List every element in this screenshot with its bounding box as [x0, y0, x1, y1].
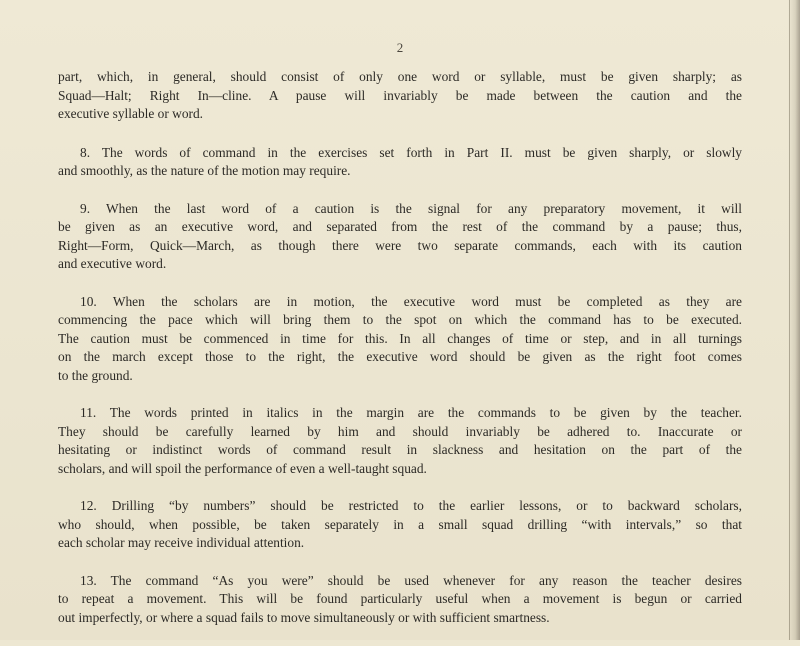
- text-line: Right—Form, Quick—March, as though there were two separate commands, each with its caution: [58, 237, 742, 253]
- text-line: executive syllable or word.: [58, 106, 204, 121]
- paragraph-8: [58, 144, 742, 181]
- text-line: Squad—Halt; Right In—cline. A pause will invariably be made between the caution and the: [58, 87, 742, 103]
- text-line: 10. When the scholars are in motion, the executive word must be completed as they are: [80, 293, 742, 309]
- text-line: out imperfectly, or where a squad fails to move simultaneously or with sufficient smartness.: [58, 609, 550, 625]
- text-line: 11. The words printed in italics in the margin are the commands to be given by the teacher.: [80, 405, 742, 420]
- text-line: commencing the pace which will bring them to the spot on which the command has to be executed.: [58, 312, 742, 327]
- text-line: be given as an executive word, and separated from the rest of the command by a pause; thus,: [58, 219, 742, 234]
- text-line: 13. The command “As you were” should be used whenever for any reason the teacher desires: [80, 572, 742, 588]
- text-line: They should be carefully learned by him and should invariably be adhered to. Inaccurate or: [58, 423, 742, 439]
- paragraph-continued: [58, 68, 742, 124]
- text-line: 8. The words of command in the exercises set forth in Part II. must be given sharply, or slowly: [80, 144, 742, 160]
- text-line: The caution must be commenced in time for this. In all changes of time or step, and in all turnings: [58, 330, 742, 346]
- paragraph-10: [58, 293, 742, 386]
- paragraph-13: [58, 572, 742, 628]
- text-line: to repeat a movement. This will be found particularly useful when a movement is begun or carried: [58, 591, 742, 606]
- text-line: 12. Drilling “by numbers” should be restricted to the earlier lessons, or to backward scholars,: [80, 498, 742, 513]
- text-line: hesitating or indistinct words of command result in slackness and hesitation on the part of the: [58, 442, 742, 457]
- text-line: scholars, and will spoil the performance of even a well-taught squad.: [58, 460, 427, 476]
- page-edge-line: [789, 0, 790, 640]
- text-line: who should, when possible, be taken separately in a small squad drilling “with intervals,” so that: [58, 516, 742, 532]
- paragraph-11: [58, 404, 742, 478]
- text-line: 9. When the last word of a caution is the signal for any preparatory movement, it will: [80, 200, 742, 216]
- text-line: and smoothly, as the nature of the motion may require.: [58, 163, 351, 178]
- text-line: each scholar may receive individual attention.: [58, 535, 305, 550]
- body-text: [58, 68, 742, 646]
- text-line: part, which, in general, should consist of only one word or syllable, must be given sharply; as: [58, 69, 742, 84]
- paragraph-12: [58, 497, 742, 553]
- page-number: 2: [396, 40, 404, 55]
- paragraph-9: [58, 200, 742, 274]
- text-line: and executive word.: [58, 256, 167, 271]
- text-line: to the ground.: [58, 367, 133, 383]
- text-line: on the march except those to the right, the executive word should be given as the right foot comes: [58, 349, 742, 364]
